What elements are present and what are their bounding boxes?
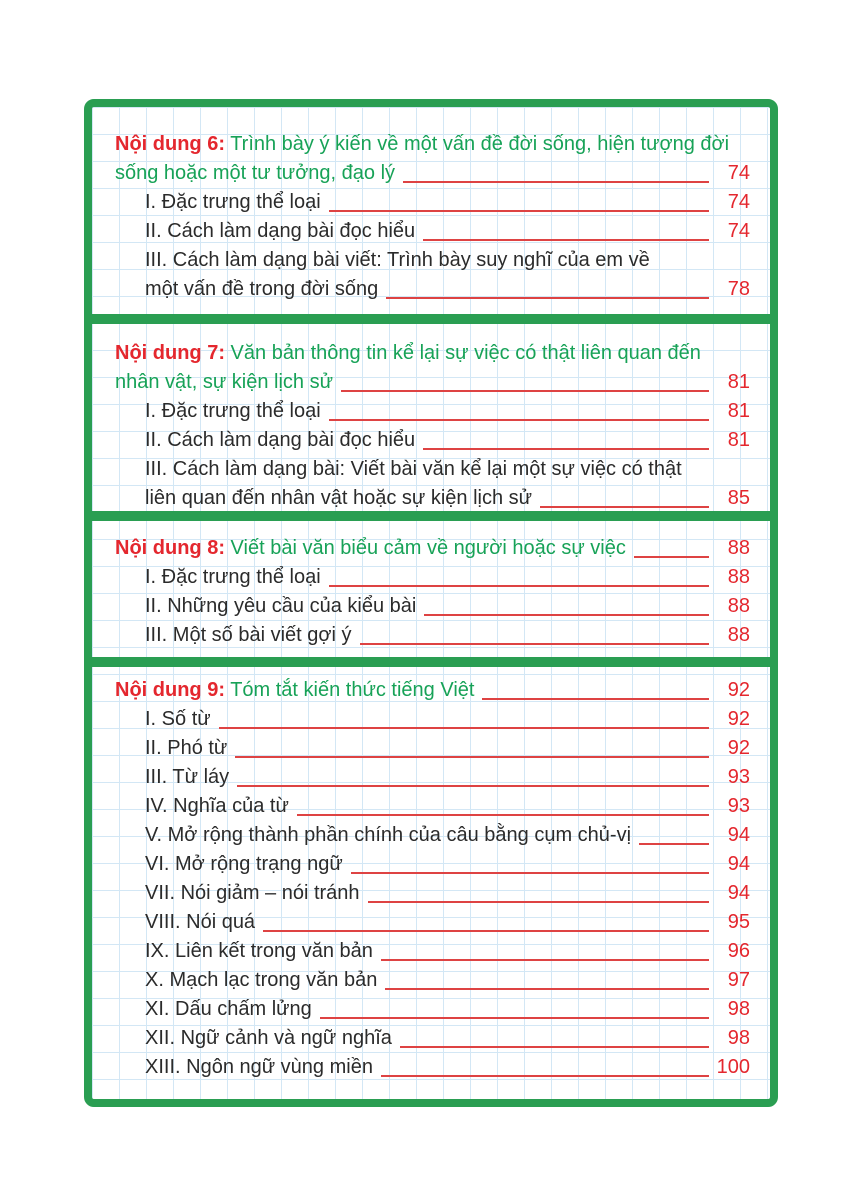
toc-item-row xyxy=(115,275,750,304)
toc-item-row xyxy=(115,1053,750,1082)
page-number: 95 xyxy=(727,911,750,933)
section-label: Nội dung 9: xyxy=(115,679,225,701)
section-heading-row xyxy=(115,130,750,159)
toc-item-text: XI. Dấu chấm lửng xyxy=(145,998,312,1020)
toc-item-row xyxy=(115,484,750,511)
toc-item-text: II. Cách làm dạng bài đọc hiểu xyxy=(145,429,416,451)
section-heading-row xyxy=(115,534,750,563)
page-number: 88 xyxy=(727,566,750,588)
toc-item-row xyxy=(115,426,750,455)
toc-item-text: I. Đặc trưng thể loại xyxy=(145,566,321,588)
toc-item-text: III. Một số bài viết gợi ý xyxy=(145,624,352,646)
section-heading-text xyxy=(115,368,333,397)
toc-item-text: VII. Nói giảm – nói tránh xyxy=(145,882,360,904)
leader-line xyxy=(423,448,709,450)
leader-line xyxy=(385,988,709,990)
leader-line xyxy=(386,297,709,299)
toc-section-noi-dung-7 xyxy=(92,324,770,511)
toc-item-text: XIII. Ngôn ngữ vùng miền xyxy=(145,1056,373,1078)
section-heading-text xyxy=(115,339,701,368)
leader-line xyxy=(482,698,709,700)
toc-item-text: III. Cách làm dạng bài viết: Trình bày suy nghĩ của em về xyxy=(145,249,650,271)
leader-line xyxy=(329,419,709,421)
toc-section-noi-dung-6 xyxy=(92,107,770,314)
toc-item-text: IV. Nghĩa của từ xyxy=(145,795,289,817)
page-number: 96 xyxy=(727,940,750,962)
toc-item-row xyxy=(115,908,750,937)
page-number: 94 xyxy=(727,882,750,904)
leader-line xyxy=(329,585,709,587)
toc-item-row xyxy=(115,792,750,821)
toc-item-row xyxy=(115,563,750,592)
page-number: 97 xyxy=(727,969,750,991)
toc-item-row xyxy=(115,937,750,966)
toc-frame xyxy=(84,99,778,1107)
leader-line xyxy=(237,785,709,787)
leader-line xyxy=(320,1017,709,1019)
toc-item-row xyxy=(115,592,750,621)
toc-item-text: III. Từ láy xyxy=(145,766,230,788)
page-number: 94 xyxy=(727,853,750,875)
section-heading-text xyxy=(115,676,474,705)
leader-line xyxy=(634,556,709,558)
leader-line xyxy=(360,643,709,645)
leader-line xyxy=(424,614,709,616)
toc-item-row xyxy=(115,995,750,1024)
leader-line xyxy=(329,210,709,212)
page-number: 93 xyxy=(727,766,750,788)
page-number: 78 xyxy=(727,278,750,300)
section-title: Văn bản thông tin kể lại sự việc có thật liên quan đến xyxy=(230,342,701,364)
section-heading-row xyxy=(115,676,750,705)
toc-section-noi-dung-9 xyxy=(92,667,770,1099)
page-number: 85 xyxy=(727,487,750,509)
toc-item-text: IX. Liên kết trong văn bản xyxy=(145,940,373,962)
toc-item-text: III. Cách làm dạng bài: Viết bài văn kể lại một sự việc có thật xyxy=(145,458,682,480)
page-number: 98 xyxy=(727,998,750,1020)
toc-item-row xyxy=(115,734,750,763)
page-number: 74 xyxy=(727,220,750,242)
page-number: 94 xyxy=(727,824,750,846)
page-number: 92 xyxy=(727,708,750,730)
toc-item-text: XII. Ngữ cảnh và ngữ nghĩa xyxy=(145,1027,392,1049)
section-title: nhân vật, sự kiện lịch sử xyxy=(115,371,333,393)
section-title: sống hoặc một tư tưởng, đạo lý xyxy=(115,162,396,184)
toc-item-row xyxy=(115,217,750,246)
leader-line xyxy=(423,239,709,241)
toc-item-text: X. Mạch lạc trong văn bản xyxy=(145,969,378,991)
leader-line xyxy=(341,390,709,392)
section-label: Nội dung 8: xyxy=(115,537,225,559)
page-number: 74 xyxy=(727,162,750,184)
toc-item-text: V. Mở rộng thành phần chính của câu bằng cụm chủ-vị xyxy=(145,824,632,846)
toc-item-row xyxy=(115,1024,750,1053)
page-number: 88 xyxy=(727,595,750,617)
section-heading-row xyxy=(115,339,750,368)
section-heading-text xyxy=(115,130,729,159)
toc-item-row xyxy=(115,246,750,275)
page-number: 81 xyxy=(727,371,750,393)
page-number: 92 xyxy=(727,679,750,701)
leader-line xyxy=(381,1075,709,1077)
leader-line xyxy=(381,959,709,961)
toc-item-text: VI. Mở rộng trạng ngữ xyxy=(145,853,343,875)
page-number: 88 xyxy=(727,624,750,646)
toc-item-row xyxy=(115,850,750,879)
toc-item-row xyxy=(115,397,750,426)
page-number: 88 xyxy=(727,537,750,559)
toc-item-text: II. Phó từ xyxy=(145,737,228,759)
toc-item-text: I. Đặc trưng thể loại xyxy=(145,191,321,213)
section-divider xyxy=(92,314,770,324)
leader-line xyxy=(263,930,709,932)
toc-item-text: I. Đặc trưng thể loại xyxy=(145,400,321,422)
toc-item-text: I. Số từ xyxy=(145,708,211,730)
toc-item-row xyxy=(115,455,750,484)
toc-item-text: II. Những yêu cầu của kiểu bài xyxy=(145,595,417,617)
page-number: 100 xyxy=(716,1056,750,1078)
toc-item-row xyxy=(115,966,750,995)
section-heading-text xyxy=(115,159,395,188)
toc-item-text: một vấn đề trong đời sống xyxy=(145,278,379,300)
leader-line xyxy=(351,872,709,874)
leader-line xyxy=(540,506,709,508)
page-number: 93 xyxy=(727,795,750,817)
section-title: Tóm tắt kiến thức tiếng Việt xyxy=(230,679,475,701)
leader-line xyxy=(639,843,709,845)
toc-item-row xyxy=(115,188,750,217)
toc-item-text: VIII. Nói quá xyxy=(145,911,256,933)
section-title: Viết bài văn biểu cảm về người hoặc sự việc xyxy=(230,537,626,559)
leader-line xyxy=(400,1046,709,1048)
toc-section-noi-dung-8 xyxy=(92,521,770,657)
toc-item-row xyxy=(115,621,750,650)
toc-item-text: liên quan đến nhân vật hoặc sự kiện lịch sử xyxy=(145,487,533,509)
leader-line xyxy=(403,181,709,183)
page-number: 81 xyxy=(727,400,750,422)
leader-line xyxy=(235,756,709,758)
section-title: Trình bày ý kiến về một vấn đề đời sống, hiện tượng đời xyxy=(230,133,730,155)
leader-line xyxy=(297,814,709,816)
toc-item-row xyxy=(115,763,750,792)
toc-item-text: II. Cách làm dạng bài đọc hiểu xyxy=(145,220,416,242)
section-heading-row xyxy=(115,368,750,397)
section-divider xyxy=(92,511,770,521)
page-number: 92 xyxy=(727,737,750,759)
page-number: 81 xyxy=(727,429,750,451)
section-label: Nội dung 7: xyxy=(115,342,225,364)
page-number: 74 xyxy=(727,191,750,213)
leader-line xyxy=(219,727,709,729)
section-divider xyxy=(92,657,770,667)
leader-line xyxy=(368,901,709,903)
toc-item-row xyxy=(115,821,750,850)
page-number: 98 xyxy=(727,1027,750,1049)
toc-item-row xyxy=(115,705,750,734)
toc-item-row xyxy=(115,879,750,908)
section-heading-text xyxy=(115,534,626,563)
section-heading-row xyxy=(115,159,750,188)
section-label: Nội dung 6: xyxy=(115,133,225,155)
